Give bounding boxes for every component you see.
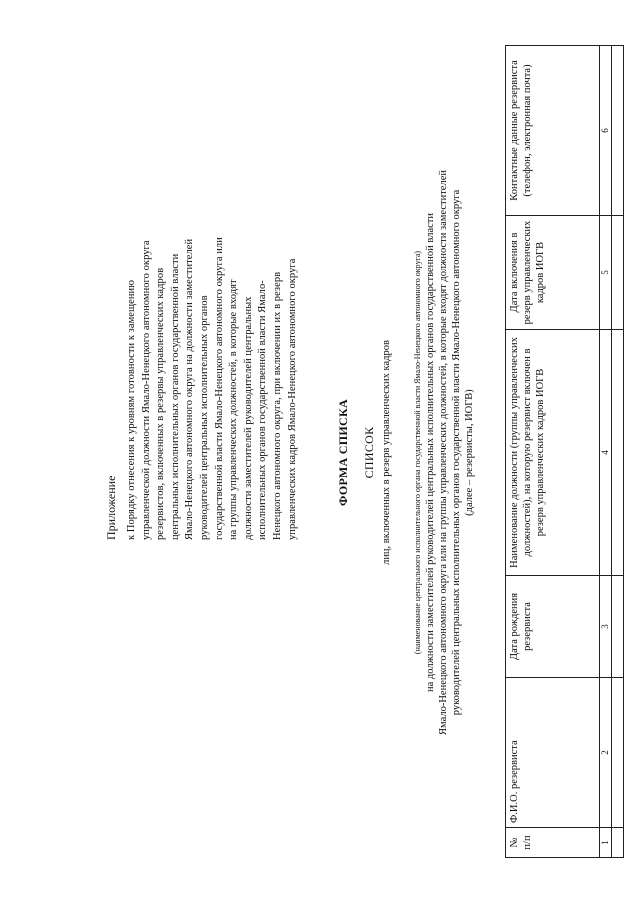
- table-cell: [612, 678, 624, 828]
- table-column-numbers-row: [600, 46, 612, 858]
- positions-line: на должности заместителей руководителей центральных исполнительных органов государственной власти: [425, 213, 436, 692]
- header-position: Наименование должности (группы управленческих должностей), на которую резервист включен в резерв управленческих кадров ИОГВ: [506, 330, 600, 576]
- table-cell: [612, 330, 624, 576]
- header-contacts: Контактные данные резервиста (телефон, электронная почта): [506, 46, 600, 216]
- appendix-line: резервистов, включенных в резервы управленческих кадров: [155, 267, 167, 540]
- positions-line: руководителей центральных исполнительных органов государственной власти Ямало-Ненецкого автономного округа: [451, 189, 462, 716]
- appendix-line: должности заместителей руководителей центральных: [242, 296, 254, 540]
- column-number: 6: [600, 46, 612, 216]
- positions-description: [424, 0, 476, 905]
- appendix-line: Ненецкого автономного округа, при включении их в резерв: [271, 271, 283, 540]
- reserve-table: [505, 45, 624, 858]
- list-title: СПИСОК: [362, 426, 376, 479]
- header-birth-date: Дата рождения резервиста: [506, 576, 600, 678]
- appendix-line: государственной власти Ямало-Ненецкого автономного округа или: [213, 237, 225, 540]
- appendix-line: Ямало-Ненецкого автономного округа на должности заместителей: [184, 238, 196, 540]
- table-cell: [612, 828, 624, 858]
- column-number: 1: [600, 828, 612, 858]
- appendix-reference: [125, 70, 300, 540]
- header-full-name: Ф.И.О. резервиста: [506, 678, 600, 828]
- column-number: 4: [600, 330, 612, 576]
- appendix-line: руководителей центральных исполнительных органов: [198, 295, 210, 540]
- table-row: [612, 46, 624, 858]
- list-subtitle: лиц, включенных в резерв управленческих кадров: [381, 340, 392, 565]
- appendix-line: к Порядку отнесения к уровням готовности к замещению: [126, 279, 137, 540]
- organization-note: (наименование центрального исполнительного органа государственной власти Ямало-Ненецкого автономного округа): [413, 250, 422, 655]
- table-cell: [612, 46, 624, 216]
- positions-line: Ямало-Ненецкого автономного округа или на группы управленческих должностей, в которые входят должности заместителей: [438, 170, 449, 735]
- appendix-line: центральных исполнительных органов государственной власти: [169, 253, 181, 540]
- column-number: 5: [600, 216, 612, 330]
- column-number: 2: [600, 678, 612, 828]
- appendix-line: на группы управленческих должностей, в которые входят: [228, 279, 240, 540]
- form-title: ФОРМА СПИСКА: [336, 399, 350, 506]
- appendix-line: исполнительных органов государственной власти Ямало-: [257, 280, 269, 540]
- appendix-line: управленческих кадров Ямало-Ненецкого автономного округа: [286, 258, 298, 540]
- table-cell: [612, 216, 624, 330]
- appendix-line: управленческой должности Ямало-Ненецкого автономного округа: [140, 240, 152, 540]
- table-header-row: [506, 46, 600, 858]
- header-inclusion-date: Дата включения в резерв управленческих кадров ИОГВ: [506, 216, 600, 330]
- column-number: 3: [600, 576, 612, 678]
- table-cell: [612, 576, 624, 678]
- appendix-title: Приложение: [104, 475, 118, 540]
- header-number: № п/п: [506, 828, 600, 858]
- positions-line: (далее – резервисты, ИОГВ): [464, 389, 475, 516]
